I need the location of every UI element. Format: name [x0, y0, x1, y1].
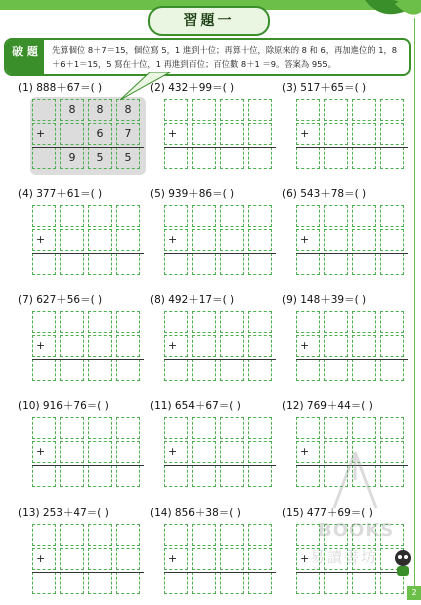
example-digit: 7: [124, 127, 132, 140]
grid-cell[interactable]: [60, 335, 84, 357]
grid-cell[interactable]: [32, 205, 56, 227]
grid-cell[interactable]: [324, 229, 348, 251]
problem-6: [282, 186, 412, 286]
grid-cell[interactable]: [220, 311, 244, 333]
grid-cell[interactable]: [192, 548, 216, 570]
grid-cell[interactable]: [60, 123, 84, 145]
answer-grid: [32, 99, 144, 179]
sum-line: [32, 465, 144, 466]
plus-sign: +: [168, 339, 178, 352]
problem-7: [18, 292, 148, 392]
grid-cell[interactable]: [60, 465, 84, 487]
plus-sign: +: [36, 552, 46, 565]
hint-text: 先算個位 8＋7＝15，個位寫 5，1 進到十位；再算十位，除原來的 8 和 6，再加進位的 1，8＋6＋1＝15，5 寫在十位，1 再進到百位；百位數 8＋1 ＝9。答案為 955。: [52, 45, 398, 69]
watermark-figure-icon: [320, 450, 390, 510]
problem-8: [150, 292, 280, 392]
problem-label: (1) 888＋67＝( ): [18, 82, 103, 94]
grid-cell[interactable]: [192, 229, 216, 251]
grid-cell[interactable]: [164, 147, 188, 169]
grid-cell[interactable]: [324, 147, 348, 169]
page-number: 2: [407, 586, 421, 600]
plus-sign: +: [36, 233, 46, 246]
grid-cell[interactable]: [352, 253, 376, 275]
problem-14: [150, 505, 280, 605]
sum-line: [164, 253, 276, 254]
grid-cell[interactable]: [192, 572, 216, 594]
grid-cell[interactable]: [164, 359, 188, 381]
grid-cell[interactable]: [60, 205, 84, 227]
leaf-decoration-icon: [361, 0, 421, 26]
grid-cell[interactable]: [88, 572, 112, 594]
grid-cell[interactable]: [116, 311, 140, 333]
problem-label: (4) 377＋61＝( ): [18, 188, 103, 200]
grid-cell[interactable]: [88, 465, 112, 487]
problem-label: (11) 654＋67＝( ): [150, 400, 241, 412]
grid-cell[interactable]: [380, 147, 404, 169]
grid-cell[interactable]: [324, 253, 348, 275]
plus-sign: +: [168, 552, 178, 565]
grid-cell[interactable]: [248, 417, 272, 439]
grid-cell[interactable]: [220, 359, 244, 381]
sum-line: [164, 147, 276, 148]
grid-cell[interactable]: [88, 417, 112, 439]
answer-grid: [164, 311, 276, 391]
problem-11: [150, 398, 280, 498]
grid-cell[interactable]: [192, 147, 216, 169]
grid-cell[interactable]: [116, 417, 140, 439]
problem-13: [18, 505, 148, 605]
problem-3: [282, 80, 412, 180]
plus-sign: +: [300, 127, 310, 140]
problem-label: (3) 517＋65＝( ): [282, 82, 367, 94]
problem-label: (13) 253＋47＝( ): [18, 507, 109, 519]
grid-cell[interactable]: [324, 205, 348, 227]
problem-label: (15) 477＋69＝( ): [282, 507, 373, 519]
grid-cell[interactable]: [352, 123, 376, 145]
grid-cell[interactable]: [352, 311, 376, 333]
grid-cell[interactable]: [192, 99, 216, 121]
problem-label: (8) 492＋17＝( ): [150, 294, 235, 306]
example-digit: 9: [68, 151, 76, 164]
grid-cell[interactable]: [60, 253, 84, 275]
grid-cell[interactable]: [220, 229, 244, 251]
sum-line: [164, 359, 276, 360]
grid-cell[interactable]: [296, 417, 320, 439]
answer-grid: [32, 205, 144, 285]
grid-cell[interactable]: [220, 465, 244, 487]
grid-cell[interactable]: [220, 417, 244, 439]
grid-cell[interactable]: [60, 417, 84, 439]
grid-cell[interactable]: [248, 572, 272, 594]
grid-cell[interactable]: [192, 123, 216, 145]
example-digit: 5: [124, 151, 132, 164]
example-digit: 6: [96, 127, 104, 140]
grid-cell[interactable]: [220, 253, 244, 275]
problem-label: (14) 856＋38＝( ): [150, 507, 241, 519]
answer-grid: [296, 99, 408, 179]
grid-cell[interactable]: [248, 548, 272, 570]
grid-cell[interactable]: [296, 253, 320, 275]
grid-cell[interactable]: [380, 99, 404, 121]
grid-cell[interactable]: [248, 123, 272, 145]
grid-cell[interactable]: [60, 441, 84, 463]
grid-cell[interactable]: [88, 335, 112, 357]
grid-cell[interactable]: [352, 99, 376, 121]
grid-cell[interactable]: [164, 99, 188, 121]
hint-box: [4, 38, 411, 76]
grid-cell[interactable]: [116, 335, 140, 357]
grid-cell[interactable]: [352, 359, 376, 381]
grid-cell[interactable]: [192, 441, 216, 463]
grid-cell[interactable]: [220, 335, 244, 357]
grid-cell[interactable]: [324, 417, 348, 439]
example-digit: 8: [96, 103, 104, 116]
grid-cell[interactable]: [324, 335, 348, 357]
grid-cell[interactable]: [116, 524, 140, 546]
grid-cell[interactable]: [248, 524, 272, 546]
grid-cell[interactable]: [116, 205, 140, 227]
plus-sign: +: [300, 233, 310, 246]
grid-cell[interactable]: [352, 229, 376, 251]
problem-label: (9) 148＋39＝( ): [282, 294, 367, 306]
plus-sign: +: [36, 445, 46, 458]
answer-grid: [164, 99, 276, 179]
problem-4: [18, 186, 148, 286]
grid-cell[interactable]: [116, 548, 140, 570]
grid-cell[interactable]: [380, 417, 404, 439]
grid-cell[interactable]: [32, 147, 56, 169]
answer-grid: [296, 311, 408, 391]
plus-sign: +: [168, 127, 178, 140]
grid-cell[interactable]: [32, 524, 56, 546]
grid-cell[interactable]: [220, 441, 244, 463]
grid-cell[interactable]: [164, 417, 188, 439]
grid-cell[interactable]: [88, 253, 112, 275]
answer-grid: [164, 524, 276, 604]
problem-label: (7) 627＋56＝( ): [18, 294, 103, 306]
grid-cell[interactable]: [88, 441, 112, 463]
problem-label: (10) 916＋76＝( ): [18, 400, 109, 412]
problem-label: (6) 543＋78＝( ): [282, 188, 367, 200]
grid-cell[interactable]: [164, 465, 188, 487]
sum-line: [164, 465, 276, 466]
grid-cell[interactable]: [248, 99, 272, 121]
mascot-icon: [392, 548, 414, 578]
grid-cell[interactable]: [32, 253, 56, 275]
answer-grid: [32, 524, 144, 604]
problem-label: (5) 939＋86＝( ): [150, 188, 235, 200]
grid-cell[interactable]: [248, 205, 272, 227]
grid-cell[interactable]: [192, 465, 216, 487]
grid-cell[interactable]: [60, 548, 84, 570]
page-title: 習題一: [148, 6, 270, 36]
example-digit: 8: [124, 103, 132, 116]
grid-cell[interactable]: [352, 417, 376, 439]
grid-cell[interactable]: [324, 359, 348, 381]
grid-cell[interactable]: [192, 311, 216, 333]
grid-cell[interactable]: [88, 311, 112, 333]
grid-cell[interactable]: [32, 311, 56, 333]
grid-cell[interactable]: [220, 123, 244, 145]
example-digit: 8: [68, 103, 76, 116]
grid-cell[interactable]: [248, 359, 272, 381]
grid-cell[interactable]: [296, 147, 320, 169]
grid-cell[interactable]: [352, 205, 376, 227]
grid-cell[interactable]: [32, 359, 56, 381]
plus-sign: +: [168, 233, 178, 246]
grid-cell[interactable]: [60, 229, 84, 251]
grid-cell[interactable]: [380, 311, 404, 333]
grid-cell[interactable]: [192, 205, 216, 227]
problem-label: (12) 769＋44＝( ): [282, 400, 373, 412]
grid-cell[interactable]: [296, 359, 320, 381]
grid-cell[interactable]: [192, 524, 216, 546]
grid-cell[interactable]: [32, 465, 56, 487]
grid-cell[interactable]: [380, 123, 404, 145]
grid-cell[interactable]: [88, 359, 112, 381]
grid-cell[interactable]: [88, 205, 112, 227]
grid-cell[interactable]: [352, 335, 376, 357]
problem-5: [150, 186, 280, 286]
answer-grid: [164, 417, 276, 497]
grid-cell[interactable]: [220, 147, 244, 169]
grid-cell[interactable]: [220, 524, 244, 546]
watermark-line2: 易讀書坊: [310, 548, 379, 566]
grid-cell[interactable]: [380, 253, 404, 275]
answer-grid: [32, 417, 144, 497]
answer-grid: [32, 311, 144, 391]
grid-cell[interactable]: [164, 205, 188, 227]
grid-cell[interactable]: [32, 572, 56, 594]
sum-line: [32, 253, 144, 254]
watermark-line1: BOOKS: [318, 520, 395, 541]
grid-cell[interactable]: [88, 524, 112, 546]
grid-cell[interactable]: [192, 253, 216, 275]
plus-sign: +: [168, 445, 178, 458]
grid-cell[interactable]: [192, 359, 216, 381]
grid-cell[interactable]: [164, 311, 188, 333]
grid-cell[interactable]: [380, 359, 404, 381]
grid-cell[interactable]: [324, 311, 348, 333]
example-digit: 5: [96, 151, 104, 164]
sum-line: [164, 572, 276, 573]
grid-cell[interactable]: [324, 99, 348, 121]
grid-cell[interactable]: [88, 229, 112, 251]
grid-cell[interactable]: [220, 99, 244, 121]
grid-cell[interactable]: [60, 311, 84, 333]
grid-cell[interactable]: [248, 147, 272, 169]
grid-cell[interactable]: [32, 99, 56, 121]
grid-cell[interactable]: [60, 572, 84, 594]
plus-sign: +: [36, 339, 46, 352]
grid-cell[interactable]: [116, 465, 140, 487]
problem-10: [18, 398, 148, 498]
problem-9: [282, 292, 412, 392]
grid-cell[interactable]: [248, 229, 272, 251]
grid-cell[interactable]: [32, 417, 56, 439]
grid-cell[interactable]: [324, 123, 348, 145]
answer-grid: [296, 205, 408, 285]
grid-cell[interactable]: [352, 147, 376, 169]
grid-cell[interactable]: [296, 205, 320, 227]
plus-sign: +: [36, 127, 46, 140]
grid-cell[interactable]: [60, 359, 84, 381]
grid-cell[interactable]: [220, 548, 244, 570]
sum-line: [32, 359, 144, 360]
hint-tag: 破 題: [6, 40, 44, 74]
grid-cell[interactable]: [296, 99, 320, 121]
grid-cell[interactable]: [60, 524, 84, 546]
grid-cell[interactable]: [248, 465, 272, 487]
answer-grid: [164, 205, 276, 285]
grid-cell[interactable]: [116, 441, 140, 463]
plus-sign: +: [300, 445, 310, 458]
right-margin-line: [414, 18, 415, 594]
grid-cell[interactable]: [380, 229, 404, 251]
grid-cell[interactable]: [296, 311, 320, 333]
plus-sign: +: [300, 339, 310, 352]
grid-cell[interactable]: [248, 335, 272, 357]
sum-line: [296, 359, 408, 360]
grid-cell[interactable]: [116, 359, 140, 381]
grid-cell[interactable]: [88, 548, 112, 570]
grid-cell[interactable]: [248, 441, 272, 463]
problem-label: (2) 432＋99＝( ): [150, 82, 235, 94]
grid-cell[interactable]: [248, 311, 272, 333]
grid-cell[interactable]: [220, 205, 244, 227]
grid-cell[interactable]: [220, 572, 244, 594]
grid-cell[interactable]: [116, 572, 140, 594]
grid-cell[interactable]: [192, 417, 216, 439]
grid-cell[interactable]: [116, 253, 140, 275]
sum-line: [296, 147, 408, 148]
grid-cell[interactable]: [164, 524, 188, 546]
grid-cell[interactable]: [116, 229, 140, 251]
callout-pointer-icon: [120, 72, 180, 102]
grid-cell[interactable]: [192, 335, 216, 357]
grid-cell[interactable]: [248, 253, 272, 275]
grid-cell[interactable]: [164, 253, 188, 275]
grid-cell[interactable]: [164, 572, 188, 594]
plus-sign: +: [300, 552, 310, 565]
grid-cell[interactable]: [380, 205, 404, 227]
sum-line: [32, 572, 144, 573]
sum-line: [296, 253, 408, 254]
grid-cell[interactable]: [380, 335, 404, 357]
